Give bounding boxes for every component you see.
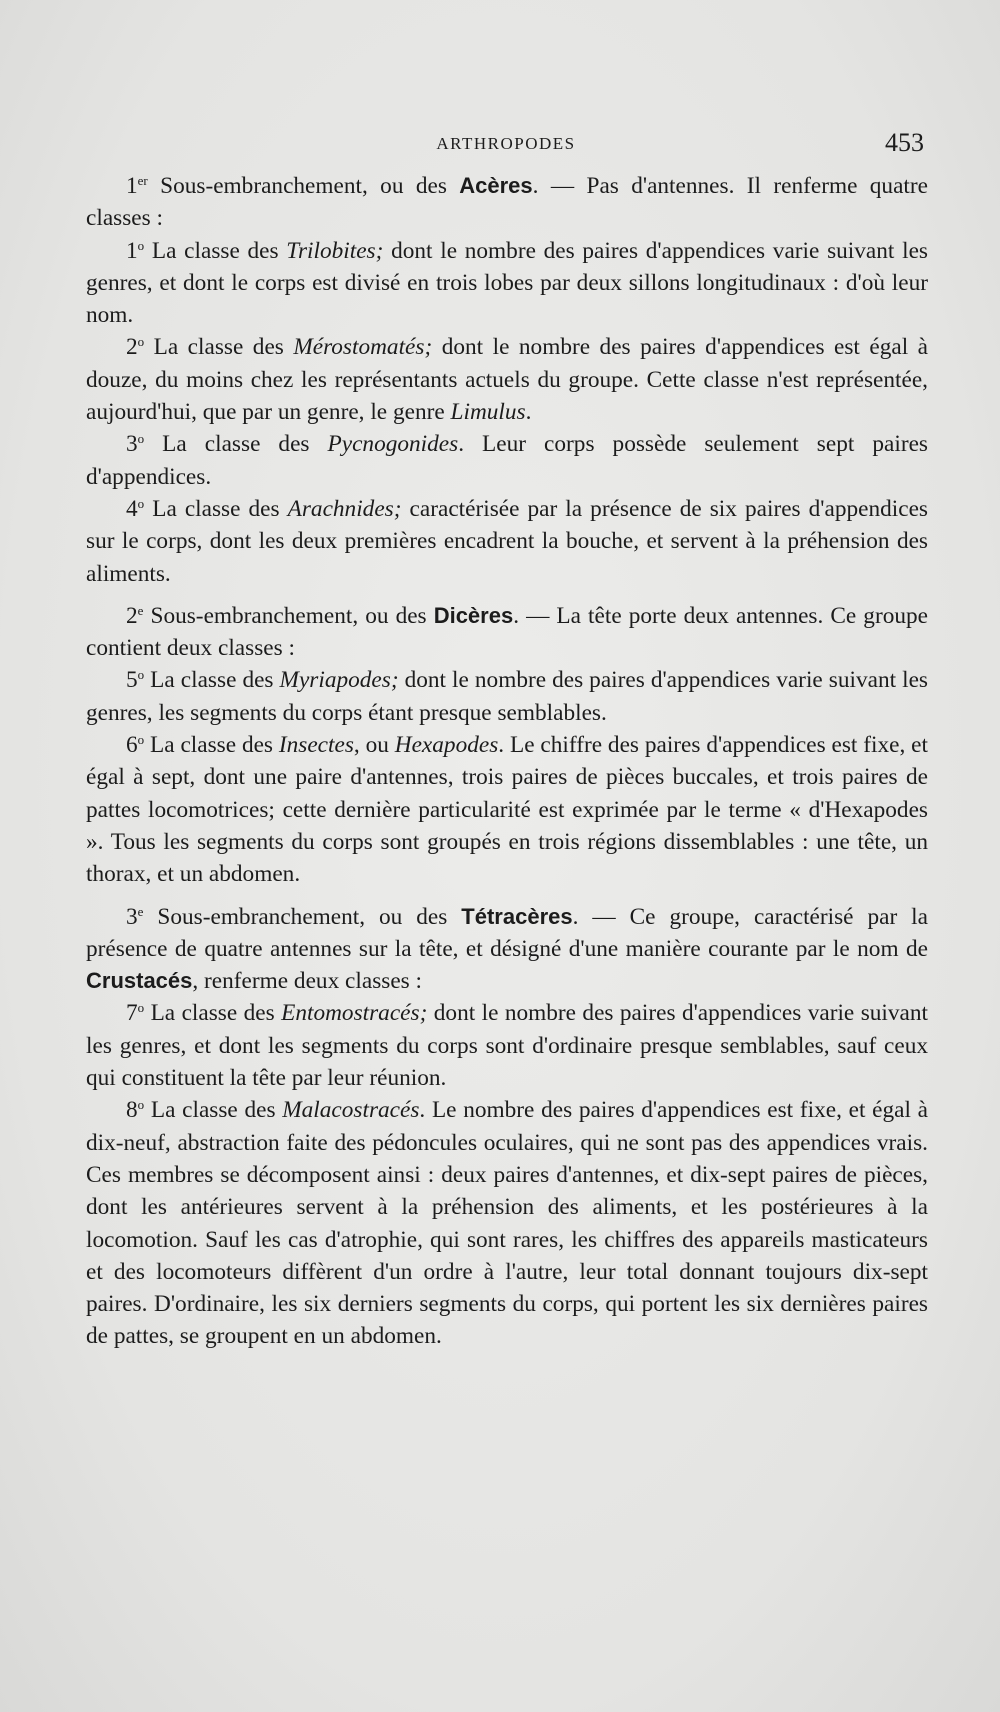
class-name: Trilobites; <box>286 237 384 264</box>
paragraph-text: La classe des <box>144 667 280 694</box>
class-name: Insectes <box>278 732 354 759</box>
paragraph-text: . — Pas d'antennes. Il renferme quatre classes : <box>86 173 928 232</box>
ordinal-superscript: o <box>137 334 145 350</box>
page-number: 453 <box>885 128 924 157</box>
class-name: Entomostracés; <box>281 1000 428 1027</box>
ordinal-superscript: o <box>137 1097 145 1113</box>
paragraph-text: La classe des <box>144 1000 282 1027</box>
class-name: Pycnogonides <box>327 431 459 458</box>
paragraph-text: dont le nombre des paires d'appendices varie suivant les genres, et dont les segments du corps sont d'ordinaire presque semblables, sauf ceux qui constituent la tête par leur réunion. <box>86 1000 928 1092</box>
taxon-name: Acères <box>459 173 533 198</box>
paragraph-text: , ou <box>353 732 395 759</box>
paragraph-text: La classe des <box>144 334 294 361</box>
running-title: ARTHROPODES <box>436 134 576 153</box>
paragraph-text: . <box>525 399 532 426</box>
paragraph-sous-embranchement-tetraceres <box>86 901 928 998</box>
ordinal-superscript: o <box>137 237 145 253</box>
ordinal-number: 6 <box>126 732 138 759</box>
ordinal-number: 1 <box>126 173 138 199</box>
paragraph-text: Sous-embranchement, ou des <box>143 602 434 629</box>
ordinal-number: 5 <box>126 667 138 694</box>
paragraph-classe-malacostraces <box>86 1094 928 1352</box>
taxon-name-crustaces: Crustacés <box>86 968 193 994</box>
page-header <box>88 128 924 162</box>
ordinal-superscript: o <box>137 431 145 447</box>
paragraph-text: . — Ce groupe, caractérisé par la présence de quatre antennes sur la tête, et désigné d'une manière courante par le nom de <box>86 903 928 962</box>
paragraph-text: La classe des <box>144 1097 283 1124</box>
paragraph-classe-arachnides <box>86 493 928 590</box>
paragraph-text: dont le nombre des paires d'appendices varie suivant les genres, et dont le corps est divisé en trois lobes par deux sillons longitudinaux : d'où leur nom. <box>86 237 928 329</box>
paragraph-text: , renferme deux classes : <box>192 968 423 995</box>
paragraph-text: La classe des <box>144 732 279 759</box>
taxon-name: Tétracères <box>461 903 573 929</box>
ordinal-superscript: o <box>137 732 145 748</box>
ordinal-number: 8 <box>126 1097 138 1124</box>
paragraph-text: . Le chiffre des paires d'appendices est fixe, et égal à sept, dont une paire d'antennes, trois paires de pièces buccales, et trois paires de pattes locomotrices; cette dernière particularité est exprimée par le terme « d'Hexapodes ». Tous les segments du corps sont groupés en trois régions dissemblables : une tête, un thorax, et un abdomen. <box>86 732 928 888</box>
paragraph-classe-trilobites <box>86 235 928 332</box>
ordinal-number: 4 <box>126 495 138 522</box>
paragraph-text: dont le nombre des paires d'appendices est égal à douze, du moins chez les représentants actuels du groupe. Cette classe n'est représentée, aujourd'hui, que par un genre, le genre <box>86 334 928 426</box>
paragraph-text: dont le nombre des paires d'appendices varie suivant les genres, les segments du corps étant presque semblables. <box>86 667 928 726</box>
ordinal-number: 2 <box>126 602 138 629</box>
class-name: Myriapodes; <box>279 667 399 694</box>
paragraph-classe-pycnogonides <box>86 428 928 493</box>
class-name: Malacostracés <box>282 1097 420 1124</box>
paragraph-sous-embranchement-aceres <box>86 170 928 235</box>
paragraph-text: . — La tête porte deux antennes. Ce groupe contient deux classes : <box>86 602 929 662</box>
paragraph-classe-myriapodes <box>86 664 928 729</box>
class-name: Mérostomatés; <box>293 334 433 361</box>
ordinal-number: 3 <box>126 903 138 930</box>
paragraph-text: Sous-embranchement, ou des <box>147 173 460 199</box>
paragraph-classe-entomostraces <box>86 997 928 1094</box>
paragraph-text: La classe des <box>144 431 328 458</box>
taxon-name: Dicères <box>433 602 514 628</box>
genus-name: Limulus <box>450 399 526 426</box>
ordinal-number: 1 <box>126 237 138 264</box>
paragraph-sous-embranchement-diceres <box>86 600 928 665</box>
paragraph-text: Sous-embranchement, ou des <box>143 903 462 930</box>
ordinal-superscript: e <box>137 602 144 618</box>
ordinal-number: 3 <box>126 431 138 458</box>
paragraph-classe-insectes <box>86 729 928 890</box>
ordinal-number: 2 <box>126 334 138 361</box>
class-name-alt: Hexapodes <box>394 732 499 759</box>
ordinal-superscript: e <box>137 903 144 919</box>
body-text <box>86 170 928 1353</box>
paragraph-text: La classe des <box>144 237 287 264</box>
paragraph-text: . Le nombre des paires d'appendices est fixe, et égal à dix-neuf, abstraction faite des pédoncules oculaires, qui ne sont pas des appendices vrais. Ces membres se décomposent ainsi : deux paires d'antennes, et dix-sept paires de pièces, dont les antérieures servent à la préhension des aliments, et les postérieures à la locomotion. Sauf les cas d'atrophie, qui sont rares, les chiffres des appareils masticateurs et des locomoteurs diffèrent d'un ordre à l'autre, leur total donnant toujours dix-sept paires. D'ordinaire, les six derniers segments du corps, qui portent les six dernières paires de pattes, se groupent en un abdomen. <box>86 1097 928 1350</box>
paragraph-classe-merostomates <box>86 331 928 428</box>
paragraph-text: La classe des <box>144 495 288 522</box>
ordinal-superscript: o <box>137 1000 145 1016</box>
ordinal-superscript: er <box>137 173 148 188</box>
class-name: Arachnides; <box>287 495 402 522</box>
ordinal-superscript: o <box>137 667 145 683</box>
ordinal-superscript: o <box>137 495 145 511</box>
paragraph-text: caractérisée par la présence de six paires d'appendices sur le corps, dont les deux premières encadrent la bouche, et servent à la préhension des aliments. <box>86 495 928 587</box>
ordinal-number: 7 <box>126 1000 138 1027</box>
paragraph-text: . Leur corps possède seulement sept paires d'appendices. <box>86 431 928 490</box>
